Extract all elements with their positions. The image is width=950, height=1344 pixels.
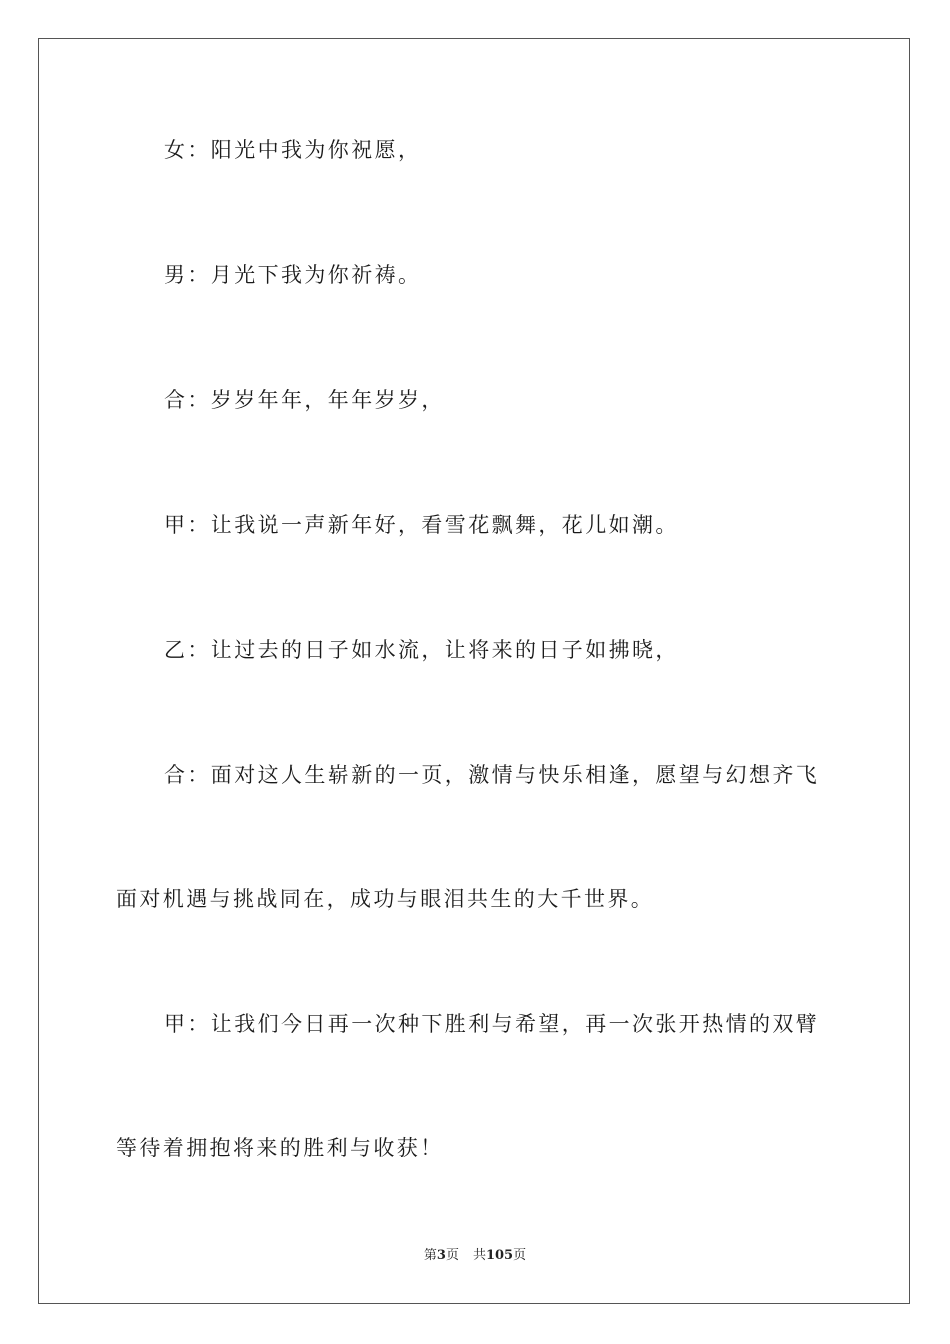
page-prefix: 第 bbox=[423, 1248, 437, 1263]
text-line-4: 甲：让我说一声新年好，看雪花飘舞，花儿如潮。 bbox=[164, 513, 679, 537]
text-line-2: 男：月光下我为你祈祷。 bbox=[164, 263, 422, 287]
text-line-1: 女：阳光中我为你祝愿， bbox=[164, 138, 422, 162]
text-line-5: 乙：让过去的日子如水流，让将来的日子如拂晓， bbox=[164, 638, 679, 662]
text-line-8: 甲：让我们今日再一次种下胜利与希望，再一次张开热情的双臂 bbox=[164, 1012, 820, 1036]
page-number: 3 bbox=[436, 1248, 446, 1263]
page-suffix: 页 bbox=[445, 1248, 459, 1263]
page-frame bbox=[38, 38, 910, 1304]
page-footer bbox=[0, 1247, 950, 1265]
text-line-9: 等待着拥抱将来的胜利与收获！ bbox=[116, 1136, 444, 1160]
total-prefix: 共 bbox=[472, 1248, 486, 1263]
total-pages: 105 bbox=[485, 1248, 514, 1263]
total-suffix: 页 bbox=[513, 1248, 527, 1263]
text-line-6: 合：面对这人生崭新的一页，激情与快乐相逢，愿望与幻想齐飞 bbox=[164, 763, 820, 787]
text-line-3: 合：岁岁年年，年年岁岁， bbox=[164, 388, 445, 412]
text-line-7: 面对机遇与挑战同在，成功与眼泪共生的大千世界。 bbox=[116, 887, 655, 911]
